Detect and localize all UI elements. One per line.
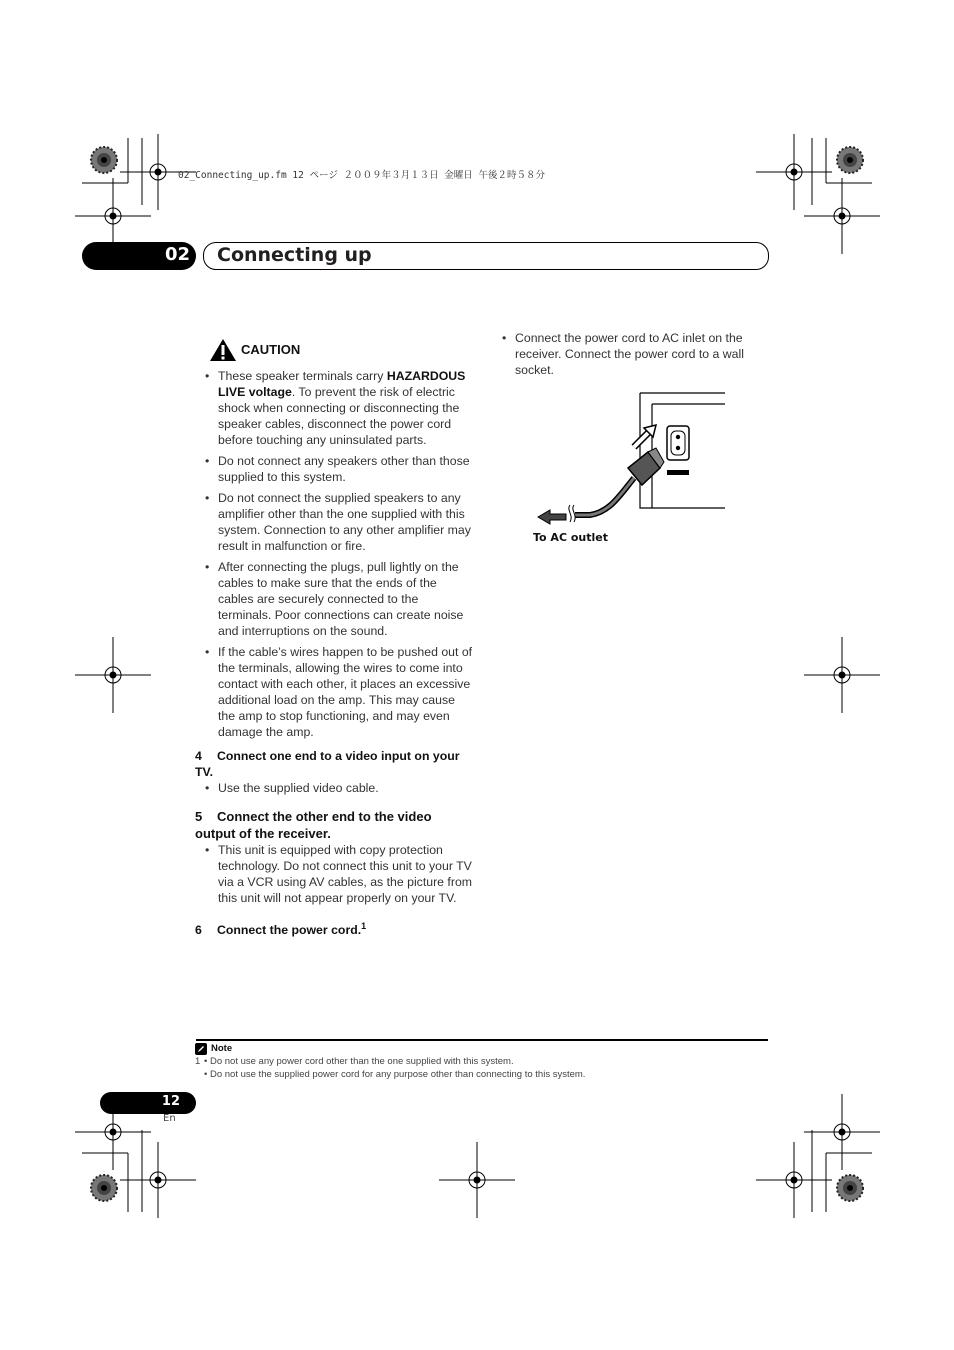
hazard-emphasis: HAZARDOUS LIVE voltage — [218, 369, 466, 399]
insert-arrow — [634, 425, 656, 447]
note-divider — [196, 1039, 768, 1041]
print-slug: 02_Connecting_up.fm 12 ページ ２００９年３月１３日 金曜日 午後２時５８分 — [178, 170, 546, 181]
caution-heading — [209, 338, 473, 362]
warning-icon — [209, 338, 237, 362]
footnote-ref: 1 — [361, 921, 367, 931]
step-4-bullet: • Use the supplied video cable. — [195, 780, 473, 796]
caution-bullet: • After connecting the plugs, pull lightly on the cables to make sure that the ends of the cables are securely connected to the terminals. Poor connections can create noise and interruptions on the sound. — [195, 559, 473, 639]
power-cable — [538, 478, 634, 524]
right-column — [492, 330, 768, 383]
page-number: 12 — [161, 1094, 180, 1109]
left-column — [195, 338, 473, 938]
caution-bullet: • Do not connect the supplied speakers to any amplifier other than the one supplied with this system. Connection to any other amplifier may result in malfunction or fire. — [195, 490, 473, 554]
chapter-number: 02 — [164, 244, 190, 265]
note-label: Note — [211, 1043, 233, 1054]
power-cord-bullet: • Connect the power cord to AC inlet on the receiver. Connect the power cord to a wall socket. — [492, 330, 768, 378]
step-4-heading: 4 Connect one end to a video input on your TV. — [195, 749, 460, 779]
caution-label: CAUTION — [241, 342, 301, 357]
note-heading — [195, 1042, 765, 1055]
page-number-tab — [100, 1092, 196, 1114]
ac-inlet — [667, 426, 689, 475]
note-block — [195, 1042, 765, 1081]
note-item: 1 • Do not use any power cord other than the one supplied with this system. — [195, 1056, 514, 1067]
caution-bullet: • Do not connect any speakers other than those supplied to this system. — [195, 453, 473, 485]
caution-bullet: • These speaker terminals carry HAZARDOUS LIVE voltage. To prevent the risk of electric shock when connecting or disconnecting the speaker cables, disconnect the power cord before touching any uninsulated parts. — [195, 368, 473, 448]
power-cord-illustration — [530, 390, 730, 525]
chapter-title: Connecting up — [217, 244, 372, 266]
note-item: • Do not use the supplied power cord for any purpose other than connecting to this system. — [204, 1069, 586, 1080]
step-5-heading: 5 Connect the other end to the video output of the receiver. — [195, 809, 432, 841]
step-6-heading: 6 Connect the power cord.$^1$ — [195, 921, 367, 938]
note-pencil-icon — [195, 1043, 207, 1055]
caution-bullet: • If the cable’s wires happen to be pushed out of the terminals, allowing the wires to come into contact with each other, it places an excessive additional load on the amp. This may cause the amp to stop functioning, and may even damage the amp. — [195, 644, 473, 740]
language-code: En — [163, 1113, 176, 1124]
step-5-bullet: • This unit is equipped with copy protection technology. Do not connect this unit to your TV via a VCR using AV cables, as the picture from this unit will not appear properly on your TV. — [195, 842, 473, 906]
figure-caption: To AC outlet — [533, 531, 608, 544]
